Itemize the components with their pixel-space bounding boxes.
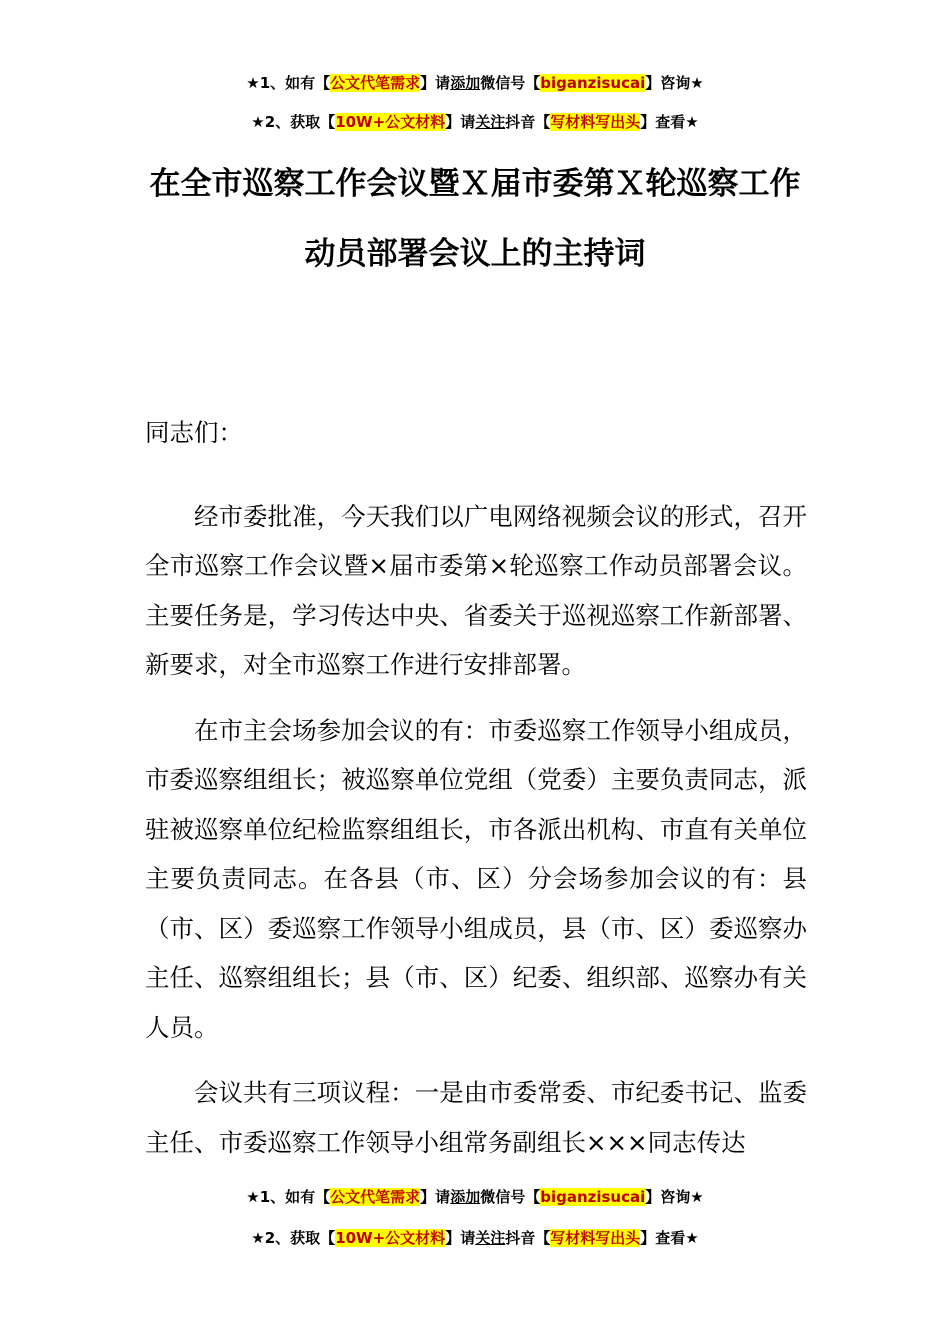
- promo-text: ★2、获取【: [251, 1229, 336, 1247]
- promo-underline: 添加: [450, 74, 481, 92]
- promo-text: 】咨询★: [645, 1188, 704, 1206]
- document-body: [145, 408, 807, 1183]
- title-block: [120, 160, 830, 278]
- promo-line-1-top: [0, 73, 950, 93]
- body-paragraph: 在市主会场参加会议的有：市委巡察工作领导小组成员，市委巡察组组长；被巡察单位党组（党委）主要负责同志，派驻被巡察单位纪检监察组组长，市各派出机构、市直有关单位主要负责同志。在各县（市、区）分会场参加会议的有：县（市、区）委巡察工作领导小组成员，县（市、区）委巡察办主任、巡察组组长；县（市、区）纪委、组织部、巡察办有关人员。: [145, 715, 807, 1042]
- promo-highlight: biganzisucai: [540, 74, 646, 92]
- promo-text: ★1、如有【: [246, 74, 331, 92]
- document-title: 在全市巡察工作会议暨Ｘ届市委第Ｘ轮巡察工作: [149, 166, 801, 202]
- promo-text: ★1、如有【: [246, 1188, 331, 1206]
- promo-highlight: 10W+公文材料: [335, 113, 446, 131]
- promo-highlight: 写材料写出头: [550, 113, 641, 131]
- promo-line-2-top: [0, 112, 950, 132]
- body-paragraph: 经市委批准，今天我们以广电网络视频会议的形式，召开全市巡察工作会议暨×届市委第×轮巡察工作动员部署会议。主要任务是，学习传达中央、省委关于巡视巡察工作新部署、新要求，对全市巡察工作进行安排部署。: [145, 501, 807, 679]
- salutation: 同志们：: [145, 418, 243, 447]
- promo-underline: 添加: [450, 1188, 481, 1206]
- promo-highlight: 公文代笔需求: [330, 74, 421, 92]
- promo-text: ★2、获取【: [251, 113, 336, 131]
- promo-line-1-bottom: [0, 1187, 950, 1207]
- promo-text: 抖音【: [505, 1229, 551, 1247]
- promo-highlight: 公文代笔需求: [330, 1188, 421, 1206]
- promo-text: 】查看★: [640, 113, 699, 131]
- promo-highlight: biganzisucai: [540, 1188, 646, 1206]
- promo-highlight: 写材料写出头: [550, 1229, 641, 1247]
- promo-text: 】查看★: [640, 1229, 699, 1247]
- document-subtitle: 动员部署会议上的主持词: [304, 236, 646, 272]
- promo-underline: 关注: [475, 113, 506, 131]
- promo-highlight: 10W+公文材料: [335, 1229, 446, 1247]
- promo-text: 】请: [420, 1188, 451, 1206]
- promo-line-2-bottom: [0, 1228, 950, 1248]
- promo-text: 微信号【: [480, 1188, 541, 1206]
- promo-text: 】请: [445, 113, 476, 131]
- promo-underline: 关注: [475, 1229, 506, 1247]
- body-paragraph: 会议共有三项议程：一是由市委常委、市纪委书记、监委主任、市委巡察工作领导小组常务副组长×××同志传达: [145, 1078, 807, 1157]
- promo-text: 微信号【: [480, 74, 541, 92]
- promo-text: 抖音【: [505, 113, 551, 131]
- promo-text: 】咨询★: [645, 74, 704, 92]
- promo-text: 】请: [445, 1229, 476, 1247]
- promo-text: 】请: [420, 74, 451, 92]
